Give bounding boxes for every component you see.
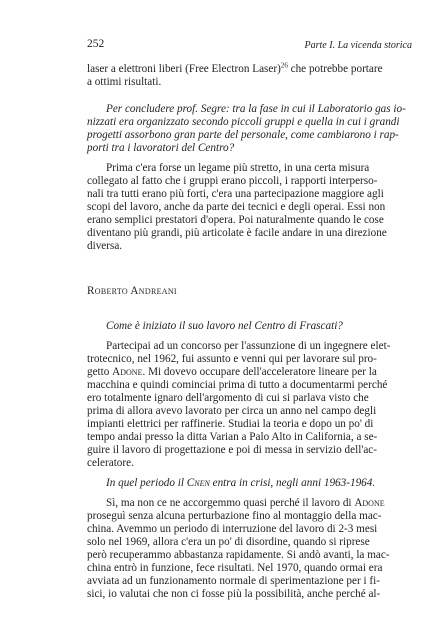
body-line: guire il lavoro di progettazione e poi di messa in servizio dell'ac- [87, 444, 378, 456]
interview-question: progetti assorbono gran parte del personale, come cambiarono i rap- [87, 129, 399, 141]
body-line: scopi del lavoro, anche da parte dei tecnici e degli operai. Essi non [87, 201, 386, 213]
body-line: impianti elettrici per raffinerie. Studiai la teoria e dopo un po' di [87, 418, 374, 430]
interview-question: Per concludere prof. Segre: tra la fase in cui il Laboratorio gas io- [106, 103, 406, 115]
interviewee-name: Roberto Andreani [87, 285, 177, 297]
body-line: erano semplici prestatori d'opera. Poi naturalmente quando le cose [87, 214, 384, 226]
body-line: avviata ad un funzionamento normale di sperimentazione per i fi- [87, 575, 380, 587]
body-line: celeratore. [87, 457, 134, 469]
body-line: getto Adone. Mi dovevo occupare dell'acceleratore lineare per la [87, 366, 377, 378]
running-title: Parte I. La vicenda storica [304, 40, 412, 51]
body-line: però recuperammo abbastanza rapidamente. Si andò avanti, la mac- [87, 549, 390, 561]
body-line: proseguì senza alcuna perturbazione fino al montaggio della mac- [87, 510, 382, 522]
body-line: nali tra tutti erano più forti, c'era una partecipazione maggiore agli [87, 188, 384, 200]
body-line: ero totalmente ignaro dell'argomento di cui si parlava visto che [87, 392, 369, 404]
interview-question: Come è iniziato il suo lavoro nel Centro di Frascati? [106, 320, 343, 332]
body-line: tempo andai presso la ditta Varian a Palo Alto in California, a se- [87, 431, 378, 443]
body-line: collegato al fatto che i gruppi erano piccoli, i rapporti interperso- [87, 175, 378, 187]
page-number: 252 [87, 38, 105, 50]
interview-question: nizzati era organizzato secondo piccoli gruppi e quella in cui i grandi [87, 116, 400, 128]
body-line: prima di allora avevo lavorato per circa un anno nel campo degli [87, 405, 377, 417]
body-line: trotecnico, nel 1962, fui assunto e venni qui per lavorare sul pro- [87, 353, 377, 365]
body-line: china. Avemmo un periodo di interruzione del lavoro di 2-3 mesi [87, 523, 378, 535]
body-line: diventano più grandi, più articolate è facile andare in una direzione [87, 227, 387, 239]
body-line: diversa. [87, 240, 123, 252]
body-line: china entrò in funzione, fece risultati. Nel 1970, quando ormai era [87, 562, 383, 574]
body-line: Partecipai ad un concorso per l'assunzione di un ingegnere elet- [106, 340, 391, 352]
body-line: sici, io valutai che non ci fosse più la possibilità, anche perché al- [87, 588, 381, 600]
body-line: macchina e quindi cominciai prima di tutto a documentarmi perché [87, 379, 388, 391]
body-line: solo nel 1969, allora c'era un po' di disordine, quando si riprese [87, 536, 370, 548]
footnote-ref: 26 [280, 61, 288, 70]
body-line: Sì, ma non ce ne accorgemmo quasi perché il lavoro di Adone [106, 497, 385, 509]
body-line: a ottimi risultati. [87, 76, 162, 88]
interview-question: porti tra i lavoratori del Centro? [87, 142, 235, 154]
body-line: Prima c'era forse un legame più stretto, in una certa misura [106, 162, 370, 174]
interview-question: In quel periodo il Cnen entra in crisi, negli anni 1963-1964. [106, 477, 376, 489]
body-line: laser a elettroni liberi (Free Electron Laser)$^{26}$ che potrebbe portare [87, 61, 383, 75]
